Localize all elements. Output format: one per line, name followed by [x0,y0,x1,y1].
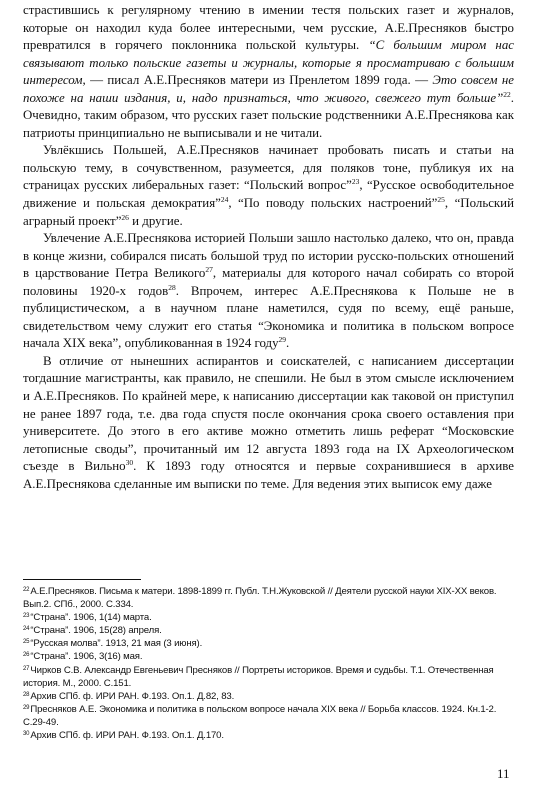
text-run: . [286,336,290,351]
footnote-number: 28 [23,691,30,698]
footnote-23 [23,611,514,624]
footnote-number: 27 [23,665,30,672]
text-run: Увлёкшись Польшей, А.Е.Пресняков начинает пробовать писать и статьи на польскую тему, в сочувственном, разумеется, для поляков тоне, публикуя их на страницах русских либеральных газет: “Польский вопрос” [23,143,514,193]
footnote-number: 29 [23,704,30,711]
footnote-divider [23,579,141,580]
footnote-text: “Страна”. 1906, 3(16) мая. [30,651,143,663]
footnote-text: Архив СПб. ф. ИРИ РАН. Ф.193. Оп.1. Д.170. [30,730,224,742]
paragraph-3 [23,230,514,353]
text-run: . К 1893 году относятся и первые сохранившиеся в архиве А.Е.Преснякова сделанные им выписки по теме. Для ведения этих выписок ему даже [23,459,515,491]
footnote-28 [23,690,514,703]
text-run: и другие. [128,213,183,228]
footnote-text: Архив СПб. ф. ИРИ РАН. Ф.193. Оп.1. Д.82, 83. [30,690,235,702]
footnote-27 [23,664,514,690]
page-number: 11 [497,766,510,781]
paragraph-4 [23,353,514,493]
text-run: . Очевидно, таким образом, что русских газет польские родственники А.Е.Преснякова как патриоты принципиально не выписывали и не читали. [23,90,514,140]
footnote-text: “Страна”. 1906, 1(14) марта. [30,612,152,624]
text-run: страстившись к регулярному чтению в имении тестя польских газет и журналов, которые он находил куда более интересными, чем русские, А.Е.Пресняков быстро превратился в горячего поклонника польской культуры. [23,3,514,53]
text-run: , “Польский аграрный проект” [23,196,514,228]
footnote-number: 26 [23,652,30,659]
footnote-ref: 30 [125,458,134,468]
footnote-ref: 25 [437,195,445,205]
text-run: — писал А.Е.Пресняков матери из Пренлетом 1899 года. — [85,73,433,88]
main-text [23,2,514,493]
footnote-ref: 28 [168,282,176,292]
footnote-ref: 29 [278,335,287,345]
footnote-text: “Русская молва”. 1913, 21 мая (3 июня). [30,638,203,650]
text-run: , материалы для которого начал собирать со второй половины 1920-х годов [23,266,514,298]
footnote-25 [23,637,514,650]
paragraph-2 [23,142,514,230]
footnote-ref: 27 [205,265,213,275]
footnote-ref: 24 [220,195,229,205]
italic-quote: Это совсем не похоже на наши издания, и, надо признаться, что живого, свежего тут больше” [23,73,514,105]
footnote-text: “Страна”. 1906, 15(28) апреля. [30,625,162,637]
footnote-text: А.Е.Пресняков. Письма к матери. 1898-1899 гг. Публ. Т.Н.Жуковской // Деятели русской науки XIX-XX веков. Вып.2. СПб., 2000. С.334. [23,586,497,611]
footnote-ref: 26 [121,212,129,222]
footnote-22 [23,585,514,611]
footnote-24 [23,624,514,637]
footnote-26 [23,650,514,663]
footnote-number: 30 [23,731,30,738]
footnote-text: Пресняков А.Е. Экономика и политика в польском вопросе начала XIX века // Борьба классов. 1924. Кн.1-2. С.29-49. [23,703,497,728]
footnote-ref: 22 [503,89,511,99]
footnote-number: 23 [23,613,30,620]
text-run: . Впрочем, интерес А.Е.Преснякова к Польше не в публицистическом, а в научном плане наметился, судя по всему, ещё раньше, свидетельством чему служит его статья “Экономика и политика в польском вопросе начала XIX века”, опубликованная в 1924 году [23,283,514,351]
footnote-29 [23,703,514,729]
text-run: , “По поводу польских настроений” [228,196,438,211]
text-run: Увлечение А.Е.Преснякова историей Польши зашло настолько далеко, что он, правда в конце жизни, собирался писать большой труд по истории русско-польских отношений в царствование Петра Великого [23,231,514,281]
text-run: В отличие от нынешних аспирантов и соискателей, с написанием диссертации тогдашние магистранты, как правило, не спешили. Не был в этом смысле исключением и А.Е.Пресняков. По крайней мере, к написанию диссертации как таковой он приступил не ранее 1897 года, т.е. два года спустя после окончания срока своего оставления при университете. До этого в его активе можно отметить лишь реферат “Московские летописные своды”, прочитанный им 12 августа 1893 года на IX Археологическом съезде в Вильно [23,353,514,474]
italic-quote: “С большим миром нас связывают только польские газеты и журналы, которые я просматриваю с большим интересом, [23,38,514,88]
footnote-30 [23,729,514,742]
footnote-ref: 23 [351,177,360,187]
footnote-number: 22 [23,587,30,593]
footnotes [23,585,514,742]
paragraph-1 [23,2,514,142]
text-run: , “Русское освободительное движение и польская демократия” [23,178,514,211]
footnote-number: 25 [23,639,30,646]
footnote-text: Чирков С.В. Александр Евгеньевич Пресняков // Портреты историков. Время и судьбы. Т.1. Отечественная история. М., 2000. С.151. [23,664,494,689]
footnote-number: 24 [23,626,30,633]
